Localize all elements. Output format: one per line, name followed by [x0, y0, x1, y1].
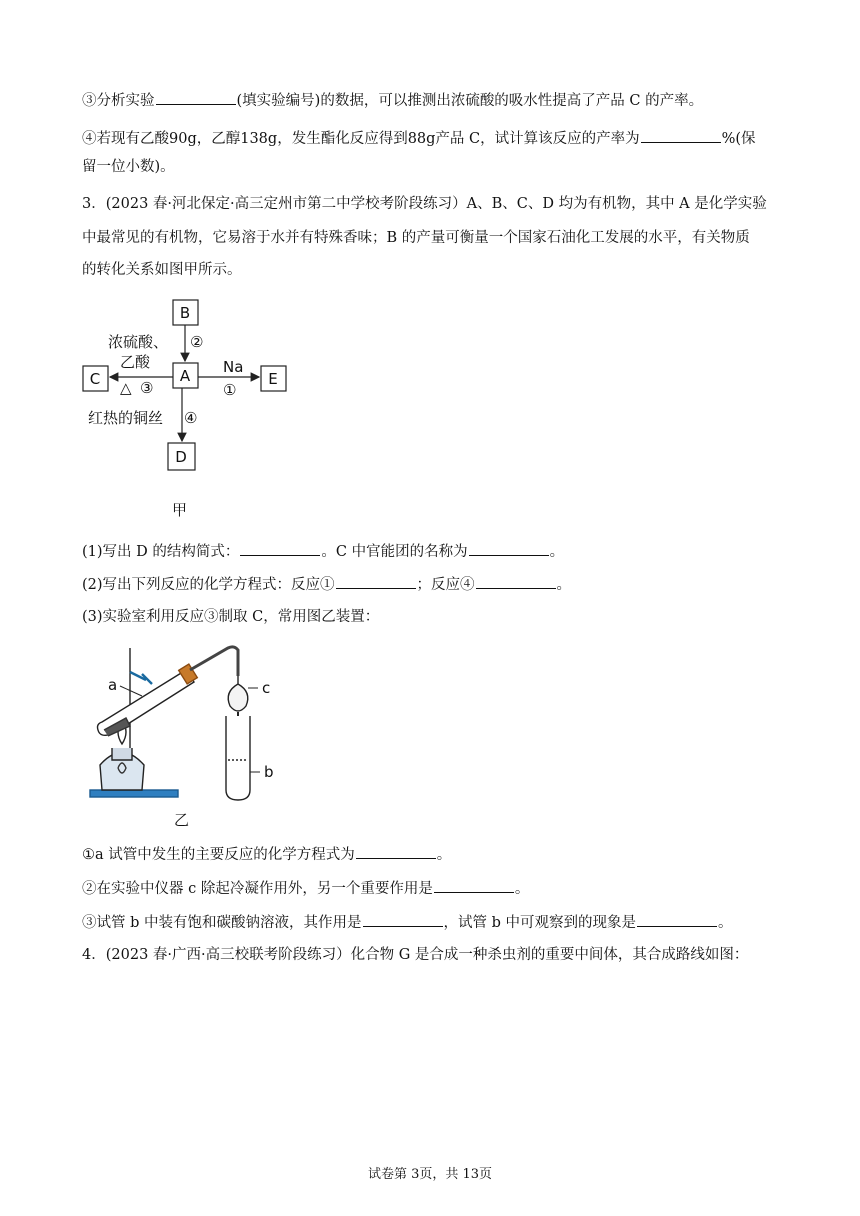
- label-num-4: ④: [184, 409, 198, 427]
- q3-item1: ①a 试管中发生的主要反应的化学方程式为 。: [82, 844, 451, 865]
- label-num-2: ②: [190, 333, 204, 351]
- label-e: E: [268, 370, 278, 388]
- label-h2so4: 浓硫酸、: [108, 333, 169, 351]
- q3-item3: ③试管 b 中装有饱和碳酸钠溶液，其作用是 ，试管 b 中可观察到的现象是 。: [82, 912, 733, 933]
- label-acetic-acid: 乙酸: [120, 353, 151, 371]
- answer-blank[interactable]: [336, 574, 416, 589]
- test-tube-b: [226, 716, 250, 800]
- label-heat: △: [120, 379, 132, 397]
- stand-base: [90, 790, 178, 797]
- clamp: [130, 672, 152, 684]
- q3-stem-line3: 的转化关系如图甲所示。: [82, 262, 242, 278]
- q3-item2: ②在实验中仪器 c 除起冷凝作用外，另一个重要作用是 。: [82, 878, 529, 899]
- label-num-3: ③: [140, 379, 154, 397]
- label-c: c: [262, 679, 271, 697]
- label-b: b: [264, 763, 274, 781]
- q2-item4: ④若现有乙酸90g，乙醇138g，发生酯化反应得到88g产品 C，试计算该反应的产率为 %(保: [82, 128, 756, 149]
- label-na: Na: [223, 358, 244, 376]
- question-number: 4．: [82, 947, 106, 963]
- answer-blank[interactable]: [637, 912, 717, 927]
- q3-sub1: (1)写出 D 的结构简式： 。C 中官能团的名称为 。: [82, 541, 564, 562]
- label-c: C: [89, 370, 101, 388]
- q3-stem-line1: 3．(2023 春·河北保定·高三定州市第二中学校考阶段练习）A、B、C、D 均为有机物，其中 A 是化学实验: [82, 196, 767, 212]
- label-hot-copper: 红热的铜丝: [88, 409, 164, 427]
- label-num-1: ①: [223, 381, 237, 399]
- drying-bulb-c: [228, 676, 248, 711]
- answer-blank[interactable]: [641, 128, 721, 143]
- label-a: a: [108, 676, 118, 694]
- page-footer: 试卷第 3页，共 13页: [367, 1167, 493, 1182]
- q2-item3: ③分析实验 (填实验编号)的数据，可以推测出浓硫酸的吸水性提高了产品 C 的产率。: [82, 90, 703, 111]
- reaction-diagram-jia: [78, 295, 318, 525]
- answer-blank[interactable]: [469, 541, 549, 556]
- label-b: B: [179, 304, 191, 322]
- answer-blank[interactable]: [240, 541, 320, 556]
- q4-stem: 4．(2023 春·广西·高三校联考阶段练习）化合物 G 是合成一种杀虫剂的重要中间体，其合成路线如图：: [82, 947, 749, 963]
- caption-jia: 甲: [172, 501, 188, 519]
- answer-blank[interactable]: [363, 912, 443, 927]
- answer-blank[interactable]: [356, 844, 436, 859]
- label-a: A: [179, 367, 191, 385]
- answer-blank[interactable]: [156, 90, 236, 105]
- caption-yi: 乙: [174, 811, 190, 829]
- delivery-tube: [190, 647, 238, 676]
- q3-sub3: (3)实验室利用反应③制取 C，常用图乙装置：: [82, 609, 380, 625]
- q3-sub2: (2)写出下列反应的化学方程式：反应① ；反应④ 。: [82, 574, 571, 595]
- q3-stem-line2: 中最常见的有机物，它易溶于水并有特殊香味；B 的产量可衡量一个国家石油化工发展的水平，有关物质: [82, 230, 750, 246]
- apparatus-diagram-yi: [82, 640, 302, 835]
- q2-item4-cont: 留一位小数)。: [82, 159, 175, 175]
- answer-blank[interactable]: [434, 878, 514, 893]
- question-number: 3．: [82, 196, 106, 212]
- label-d: D: [175, 448, 187, 466]
- answer-blank[interactable]: [476, 574, 556, 589]
